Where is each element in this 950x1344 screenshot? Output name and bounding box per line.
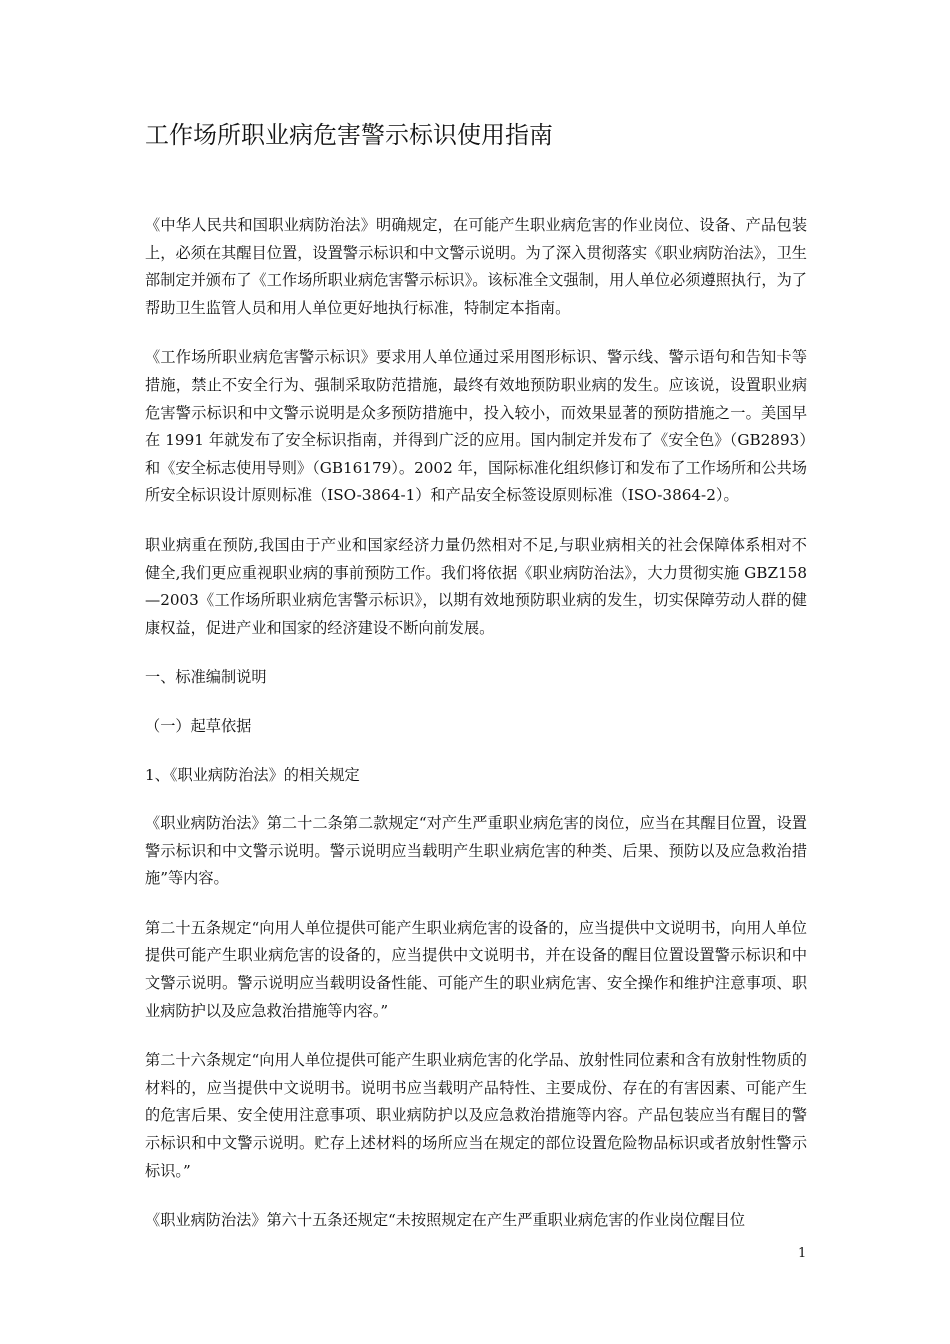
document-body bbox=[145, 212, 807, 1257]
page-number: 1 bbox=[798, 1246, 807, 1261]
subsection-heading-1: （一）起草依据 bbox=[145, 716, 252, 735]
section-heading-1: 一、标准编制说明 bbox=[145, 668, 267, 687]
paragraph-article-26: 第二十六条规定“向用人单位提供可能产生职业病危害的化学品、放射性同位素和含有放射性物质的材料的，应当提供中文说明书。说明书应当载明产品特性、主要成份、存在的有害因素、可能产生的危害后果、安全使用注意事项、职业病防护以及应急救治措施等内容。产品包装应当有醒目的警示标识和中文警示说明。贮存上述材料的场所应当在规定的部位设置危险物品标识或者放射性警示标识。” bbox=[145, 1051, 807, 1180]
paragraph-article-22: 《职业病防治法》第二十二条第二款规定“对产生严重职业病危害的岗位，应当在其醒目位置，设置警示标识和中文警示说明。警示说明应当载明产生职业病危害的种类、后果、预防以及应急救治措施”等内容。 bbox=[145, 814, 807, 888]
paragraph-article-65: 《职业病防治法》第六十五条还规定“未按照规定在产生严重职业病危害的作业岗位醒目位 bbox=[145, 1211, 746, 1230]
paragraph-prevention: 职业病重在预防,我国由于产业和国家经济力量仍然相对不足,与职业病相关的社会保障体系相对不健全,我们更应重视职业病的事前预防工作。我们将依据《职业病防治法》，大力贯彻实施 GBZ158—2003《工作场所职业病危害警示标识》，以期有效地预防职业病的发生，切实保障劳动人群的健康权益，促进产业和国家的经济建设不断向前发展。 bbox=[145, 535, 807, 637]
item-heading-1: 1、《职业病防治法》的相关规定 bbox=[145, 765, 360, 784]
paragraph-intro: 《中华人民共和国职业病防治法》明确规定，在可能产生职业病危害的作业岗位、设备、产品包装上，必须在其醒目位置，设置警示标识和中文警示说明。为了深入贯彻落实《职业病防治法》，卫生部制定并颁布了《工作场所职业病危害警示标识》。该标准全文强制，用人单位必须遵照执行，为了帮助卫生监管人员和用人单位更好地执行标准，特制定本指南。 bbox=[145, 216, 807, 317]
paragraph-standard-requirements: 《工作场所职业病危害警示标识》要求用人单位通过采用图形标识、警示线、警示语句和告知卡等措施，禁止不安全行为、强制采取防范措施，最终有效地预防职业病的发生。应该说，设置职业病危害警示标识和中文警示说明是众多预防措施中，投入较小，而效果显著的预防措施之一。美国早在 1991 年就发布了安全标识指南，并得到广泛的应用。国内制定并发布了《安全色》（GB2893）和《安全标志使用导则》（GB16179）。2002 年，国际标准化组织修订和发布了工作场所和公共场所安全标识设计原则标准（ISO-3864-1）和产品安全标签设原则标准（ISO-3864-2）。 bbox=[145, 348, 807, 505]
paragraph-article-25: 第二十五条规定“向用人单位提供可能产生职业病危害的设备的，应当提供中文说明书，向用人单位提供可能产生职业病危害的设备的，应当提供中文说明书，并在设备的醒目位置设置警示标识和中文警示说明。警示说明应当载明设备性能、可能产生的职业病危害、安全操作和维护注意事项、职业病防护以及应急救治措施等内容。” bbox=[145, 918, 807, 1020]
document-title: 工作场所职业病危害警示标识使用指南 bbox=[145, 121, 553, 149]
